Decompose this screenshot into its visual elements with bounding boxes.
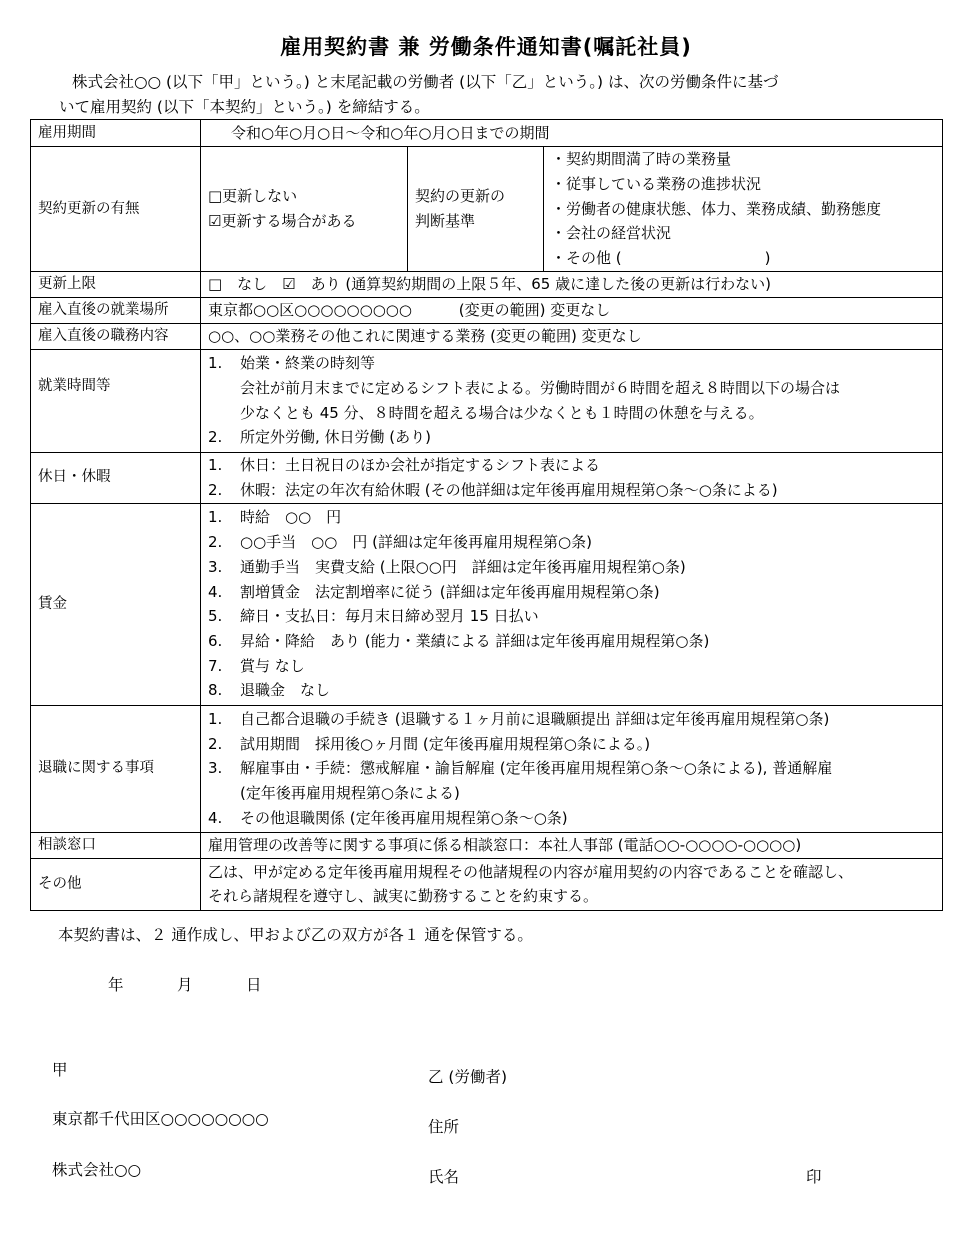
- list-item: [208, 453, 935, 478]
- item-text: 解雇事由・手続：懲戒解雇・諭旨解雇 (定年後再雇用規程第○条～○条による), 普通解雇: [240, 759, 833, 778]
- other-text: [201, 858, 943, 910]
- item-text: 休日：土日祝日のほか会社が指定するシフト表による: [240, 456, 601, 474]
- date-year: 年: [108, 976, 124, 994]
- item-number: 6.: [208, 631, 223, 650]
- list-item: [208, 732, 935, 757]
- date-month: 月: [177, 976, 193, 994]
- list-item: [208, 781, 935, 806]
- consult-value: 雇用管理の改善等に関する事項に係る相談窓口：本社人事部 (電話○○-○○○○-○○○○): [201, 832, 943, 858]
- list-item: [208, 629, 935, 654]
- renewal-label: 契約更新の有無: [31, 147, 201, 272]
- item-number: 1.: [208, 354, 223, 373]
- workplace-label: 雇入直後の就業場所: [31, 298, 201, 324]
- holidays-list: [201, 452, 943, 503]
- item-number: [208, 781, 240, 806]
- criteria-label-line2: 判断基準: [415, 212, 476, 230]
- item-number: 4.: [208, 582, 223, 601]
- intro-line-1: 株式会社○○ (以下「甲」という。) と末尾記載の労働者 (以下「乙」という。) は、次の労働条件に基づ: [72, 73, 779, 91]
- item-text: 会社が前月末までに定めるシフト表による。労働時間が６時間を超え８時間以下の場合は: [240, 379, 841, 397]
- row-hours: [31, 349, 943, 452]
- row-period: [31, 120, 943, 147]
- list-item: [208, 530, 935, 555]
- intro-line-2: いて雇用契約 (以下「本契約」という。) を締結する。: [59, 98, 430, 116]
- item-text: ○○手当 ○○ 円 (詳細は定年後再雇用規程第○条): [240, 533, 592, 552]
- row-duties: [31, 324, 943, 350]
- party-b-name-label: 氏名: [428, 1168, 460, 1186]
- other-label: その他: [31, 858, 201, 910]
- closing-statement: 本契約書は、２ 通作成し、甲および乙の双方が各１ 通を保管する。: [58, 926, 533, 944]
- list-item: [208, 580, 935, 605]
- date-day: 日: [246, 976, 262, 994]
- document-title: 雇用契約書 兼 労働条件通知書(嘱託社員): [280, 35, 692, 59]
- workplace-change-note: (変更の範囲) 変更なし: [458, 301, 611, 320]
- item-number: 1.: [208, 709, 223, 728]
- criteria-item: ・従事している業務の進捗状況: [551, 174, 762, 193]
- item-number: 7.: [208, 656, 223, 675]
- list-item: [208, 806, 935, 831]
- criteria-item: ・会社の経営状況: [551, 224, 672, 243]
- list-item: [208, 555, 935, 580]
- list-item: [208, 401, 935, 426]
- item-number: 5.: [208, 607, 223, 626]
- item-text: 時給 ○○ 円: [240, 508, 342, 527]
- criteria-label-line1: 契約の更新の: [415, 187, 506, 206]
- list-item: [208, 654, 935, 679]
- item-text: 休暇：法定の年次有給休暇 (その他詳細は定年後再雇用規程第○条～○条による): [240, 480, 778, 499]
- workplace-value: 東京都○○区○○○○○○○○○: [208, 301, 412, 320]
- row-renewal: [31, 147, 943, 272]
- list-item: [208, 478, 935, 503]
- party-a-name: 株式会社○○: [52, 1161, 142, 1179]
- retirement-list: [201, 705, 943, 832]
- list-item: [208, 756, 935, 781]
- item-number: 2.: [208, 533, 223, 552]
- item-number: 2.: [208, 734, 223, 753]
- item-text: (定年後再雇用規程第○条による): [240, 784, 460, 803]
- list-item: [208, 505, 935, 530]
- item-number: [208, 401, 240, 426]
- row-workplace: [31, 298, 943, 324]
- renewal-option-yes: ☑更新する場合がある: [208, 212, 357, 230]
- item-text: 割増賃金 法定割増率に従う (詳細は定年後再雇用規程第○条): [240, 582, 660, 601]
- item-number: 1.: [208, 456, 223, 474]
- wages-list: [201, 503, 943, 705]
- item-number: 1.: [208, 508, 223, 527]
- party-a-address: 東京都千代田区○○○○○○○○: [52, 1110, 269, 1128]
- period-value: 令和○年○月○日～令和○年○月○日までの期間: [201, 120, 943, 147]
- party-b-address-label: 住所: [428, 1118, 460, 1136]
- item-text: その他退職関係 (定年後再雇用規程第○条～○条): [240, 808, 568, 827]
- item-text: 少なくとも 45 分、８時間を超える場合は少なくとも１時間の休憩を与える。: [240, 403, 764, 422]
- item-number: [208, 376, 240, 401]
- row-retirement: [31, 705, 943, 832]
- item-text: 所定外労働, 休日労働 (あり): [240, 428, 432, 447]
- item-number: 3.: [208, 759, 223, 778]
- intro-paragraph: [0, 70, 960, 120]
- list-item: [208, 707, 935, 732]
- renewal-option-no: □更新しない: [208, 187, 298, 206]
- item-text: 退職金 なし: [240, 681, 331, 700]
- seal-mark: 印: [806, 1168, 822, 1186]
- criteria-item: ・その他 ( ): [551, 249, 771, 268]
- row-consult: [31, 832, 943, 858]
- item-number: 2.: [208, 480, 223, 499]
- other-line: それら諸規程を遵守し、誠実に勤務することを約束する。: [208, 887, 599, 906]
- limit-label: 更新上限: [31, 272, 201, 298]
- renewal-options: [201, 147, 408, 272]
- item-text: 通勤手当 実費支給 (上限○○円 詳細は定年後再雇用規程第○条): [240, 557, 686, 576]
- limit-value: □ なし ☑ あり (通算契約期間の上限５年、65 歳に達した後の更新は行わない): [201, 272, 943, 298]
- item-number: 3.: [208, 557, 223, 576]
- terms-table: [30, 119, 943, 911]
- item-number: 4.: [208, 808, 223, 827]
- item-number: 2.: [208, 428, 223, 447]
- party-b-label: 乙 (労働者): [428, 1068, 508, 1086]
- criteria-item: ・契約期間満了時の業務量: [551, 150, 732, 169]
- item-text: 賞与 なし: [240, 656, 305, 675]
- list-item: [208, 425, 935, 450]
- consult-label: 相談窓口: [31, 832, 201, 858]
- retirement-label: 退職に関する事項: [31, 705, 201, 832]
- item-text: 試用期間 採用後○ヶ月間 (定年後再雇用規程第○条による。): [240, 734, 651, 753]
- item-text: 自己都合退職の手続き (退職する１ヶ月前に退職願提出 詳細は定年後再雇用規程第○条): [240, 709, 830, 728]
- row-holidays: [31, 452, 943, 503]
- criteria-label: [408, 147, 544, 272]
- row-wages: [31, 503, 943, 705]
- list-item: [208, 678, 935, 703]
- wages-label: 賃金: [31, 503, 201, 705]
- criteria-item: ・労働者の健康状態、体力、業務成績、勤務態度: [551, 199, 882, 218]
- hours-label: 就業時間等: [31, 349, 201, 452]
- holidays-label: 休日・休暇: [31, 452, 201, 503]
- item-text: 締日・支払日：毎月末日締め翌月 15 日払い: [240, 607, 539, 626]
- criteria-list: [544, 147, 943, 272]
- duties-label: 雇入直後の職務内容: [31, 324, 201, 350]
- list-item: [208, 376, 935, 401]
- workplace-cell: [201, 298, 943, 324]
- list-item: [208, 604, 935, 629]
- hours-list: [201, 349, 943, 452]
- list-item: [208, 351, 935, 376]
- item-text: 昇給・降給 あり (能力・業績による 詳細は定年後再雇用規程第○条): [240, 631, 710, 650]
- other-line: 乙は、甲が定める定年後再雇用規程その他諸規程の内容が雇用契約の内容であることを確認し、: [208, 862, 854, 881]
- duties-value: ○○、○○業務その他これに関連する業務 (変更の範囲) 変更なし: [201, 324, 943, 350]
- item-number: 8.: [208, 681, 223, 700]
- period-label: 雇用期間: [31, 120, 201, 147]
- item-text: 始業・終業の時刻等: [240, 354, 376, 373]
- party-a-label: 甲: [52, 1061, 68, 1079]
- row-limit: [31, 272, 943, 298]
- row-other: [31, 858, 943, 910]
